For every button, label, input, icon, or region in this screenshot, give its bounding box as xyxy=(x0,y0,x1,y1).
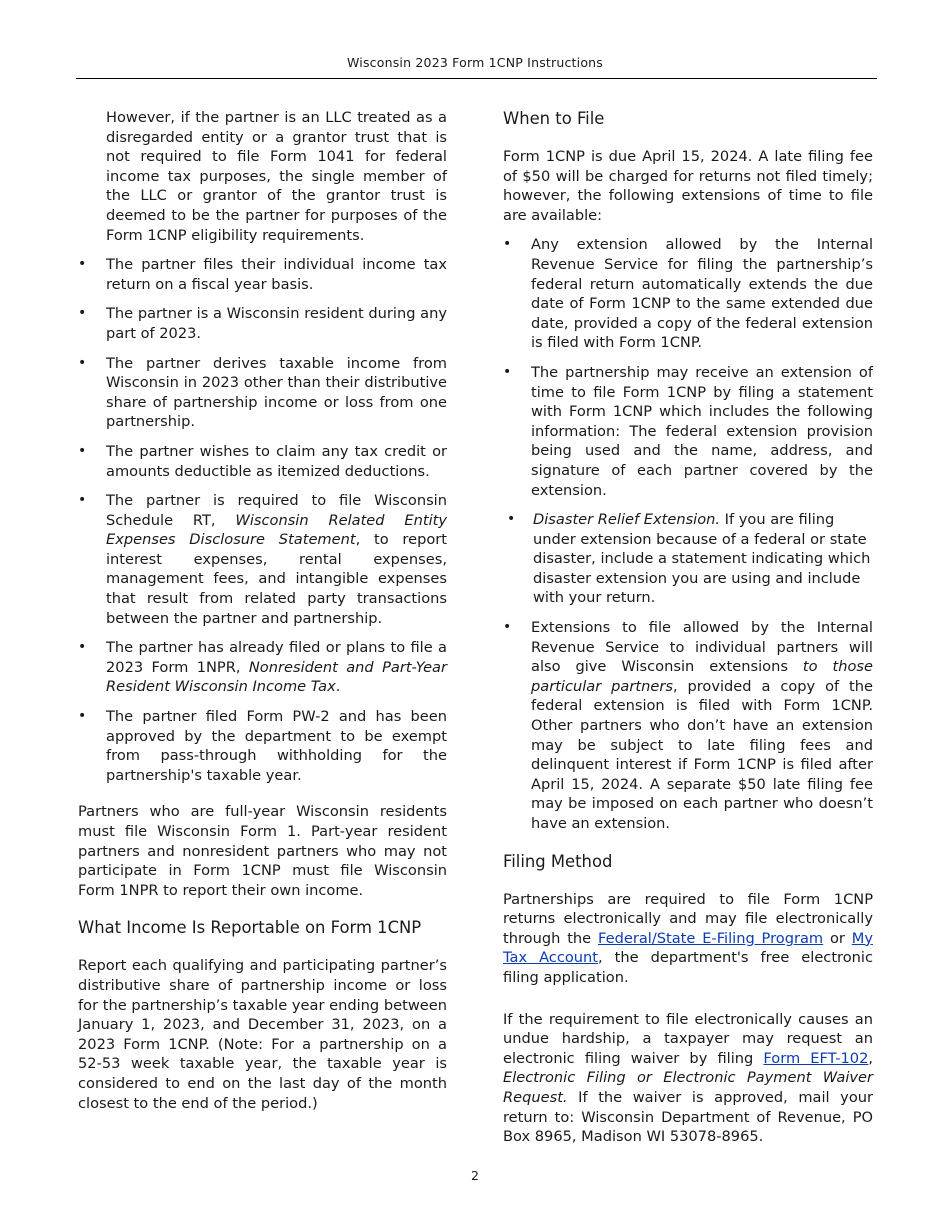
bullet-icon: • xyxy=(507,511,516,528)
filing-method-paragraph: Partnerships are required to file Form 1CNP returns electronically and may file electronically through the Federal/State E-Filing Program or My Tax Account, the department's free electronic filing application. xyxy=(503,890,873,986)
list-item: • Disaster Relief Extension. If you are filing under extension because of a federal or state disaster, include a statement indicating which disaster extension you are using and include with your return. xyxy=(507,511,871,607)
left-column xyxy=(78,108,447,1113)
list-item: • The partner filed Form PW-2 and has been approved by the department to be exempt from pass-through withholding for the partnership's taxable year. xyxy=(78,708,447,784)
list-item: • The partner is a Wisconsin resident during any part of 2023. xyxy=(78,305,447,342)
section-heading-income: What Income Is Reportable on Form 1CNP xyxy=(78,918,422,938)
page-number: 2 xyxy=(471,1168,479,1183)
bullet-icon: • xyxy=(78,492,87,509)
llc-paragraph: However, if the partner is an LLC treated as a disregarded entity or a grantor trust that is not required to file Form 1041 for federal income tax purposes, the single member of the LLC or grantor of the grantor trust is deemed to be the partner for purposes of the Form 1CNP eligibility requirements. xyxy=(106,109,447,244)
eligibility-list xyxy=(78,255,447,785)
section-heading-method: Filing Method xyxy=(503,851,613,871)
bullet-icon: • xyxy=(78,354,87,371)
list-item: • Extensions to file allowed by the Internal Revenue Service to individual partners will also give Wisconsin extensions to those particular partners, provided a copy of the federal extension is filed with Form 1CNP. Other partners who don’t have an extension may be subject to late filing fees and delinquent interest if Form 1CNP is filed after April 15, 2024. A separate $50 late filing fee may be imposed on each partner who doesn’t have an extension. xyxy=(503,619,874,832)
particular-partners-emphasis: to those particular partners xyxy=(531,658,873,695)
due-date-paragraph: Form 1CNP is due April 15, 2024. A late filing fee of $50 will be charged for returns not filed timely; however, the following extensions of time to file are available: xyxy=(503,148,873,224)
list-item: • The partner derives taxable income from Wisconsin in 2023 other than their distributive share of partnership income or loss from one partnership. xyxy=(78,354,447,431)
section-heading-when: When to File xyxy=(503,109,605,128)
list-item: • The partnership may receive an extension of time to file Form 1CNP by filing a statement with Form 1CNP which includes the following information: The federal extension provision being used and the name, address, and signature of each partner covered by the extension. xyxy=(503,363,873,499)
waiver-request-title: Electronic Filing or Electronic Payment Waiver Request. xyxy=(503,1069,873,1106)
bullet-icon: • xyxy=(78,639,87,656)
list-item: • Any extension allowed by the Internal Revenue Service for filing the partnership’s federal return automatically extends the due date of Form 1CNP to the same extended due date, provided a copy of the federal extension is filed with Form 1CNP. xyxy=(503,236,873,352)
form-1npr-title: Nonresident and Part-Year Resident Wisconsin Income Tax xyxy=(106,658,447,696)
efiling-program-link[interactable]: Federal/State E-Filing Program xyxy=(598,929,824,947)
list-item: • The partner wishes to claim any tax credit or amounts deductible as itemized deductions. xyxy=(78,442,447,480)
right-column xyxy=(503,108,873,1147)
bullet-icon: • xyxy=(503,619,512,636)
income-paragraph: Report each qualifying and participating partner’s distributive share of partnership income or loss for the partnership’s taxable year ending between January 1, 2023, and December 31, 2023, on a 2023 Form 1CNP. (Note: For a partnership on a 52-53 week taxable year, the taxable year is considered to end on the last day of the month closest to the end of the period.) xyxy=(78,957,447,1112)
page-header: Wisconsin 2023 Form 1CNP Instructions xyxy=(347,55,603,70)
residents-paragraph: Partners who are full-year Wisconsin residents must file Wisconsin Form 1. Part-year resident partners and nonresident partners who may not participate in Form 1CNP must file Wisconsin Form 1NPR to report their own income. xyxy=(78,803,447,899)
my-tax-account-link[interactable]: My Tax Account xyxy=(503,929,873,967)
bullet-icon: • xyxy=(78,305,87,322)
bullet-icon: • xyxy=(78,708,87,725)
schedule-rt-title: Wisconsin Related Entity Expenses Disclosure Statement xyxy=(106,511,447,549)
disaster-relief-label: Disaster Relief Extension. xyxy=(533,511,721,529)
list-item: • The partner has already filed or plans to file a 2023 Form 1NPR, Nonresident and Part-Year Resident Wisconsin Income Tax. xyxy=(78,639,447,696)
list-item: • The partner files their individual income tax return on a fiscal year basis. xyxy=(78,256,447,293)
header-rule xyxy=(76,78,877,79)
bullet-icon: • xyxy=(503,363,512,380)
form-eft-102-link[interactable]: Form EFT-102 xyxy=(763,1049,869,1067)
hardship-paragraph: If the requirement to file electronically causes an undue hardship, a taxpayer may request an electronic filing waiver by filing Form EFT-102, Electronic Filing or Electronic Payment Waiver Request. If the waiver is approved, mail your return to: Wisconsin Department of Revenue, PO Box 8965, Madison WI 53078-8965. xyxy=(503,1010,873,1146)
bullet-icon: • xyxy=(78,442,87,459)
bullet-icon: • xyxy=(78,256,87,273)
extensions-list xyxy=(503,235,873,833)
bullet-icon: • xyxy=(503,236,512,253)
list-item: • The partner is required to file Wisconsin Schedule RT, Wisconsin Related Entity Expenses Disclosure Statement, to report interest expenses, rental expenses, management fees, and intangible expenses that result from related party transactions between the partner and partnership. xyxy=(78,492,448,627)
